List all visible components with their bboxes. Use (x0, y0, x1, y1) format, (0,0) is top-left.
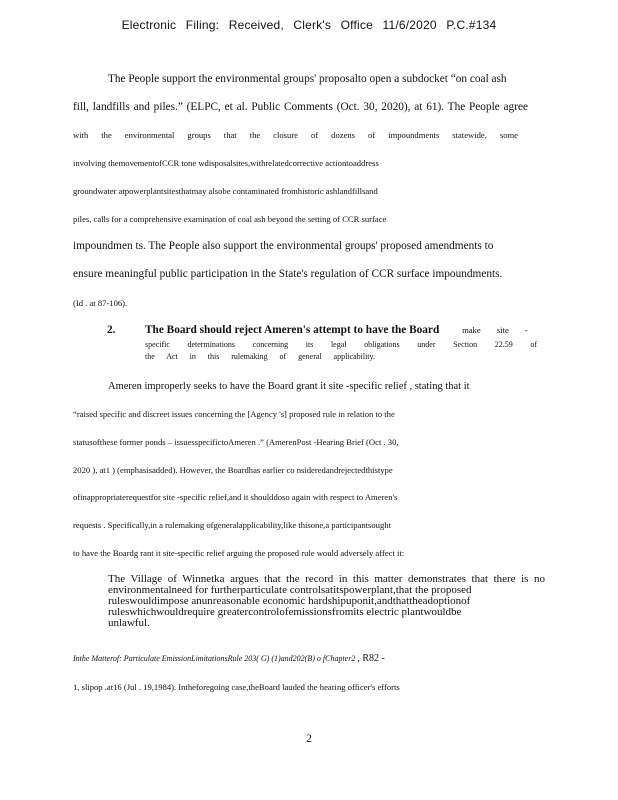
body-line-5: groundwater atpowerplantsitesthatmay alsobe contaminated fromhistoric ashlandfillsand (73, 186, 378, 196)
citation-line (73, 652, 528, 666)
para2-line-7: to have the Boardg rant it site-specific relief arguing the proposed rule would adversely affect it: (73, 548, 405, 558)
heading-subline-2: the Act in this rulemaking of general applicability. (145, 352, 375, 361)
block-quote-line-4: ruleswhichwouldrequire greatercontrolofemissionsfromits electric plantwouldbe (108, 606, 462, 618)
filing-stamp-header: Electronic Filing: Received, Clerk's Office 11/6/2020 P.C.#134 (121, 18, 497, 32)
heading-rest-text: make site - (462, 325, 528, 335)
body-line-6: piles, calls for a comprehensive examination of coal ash beyond the setting of CCR surface (73, 214, 387, 224)
body-line-3: with the environmental groups that the closure of dozens of impoundments statewide, some (73, 130, 518, 140)
section-heading (107, 323, 537, 337)
heading-bold-text: The Board should reject Ameren's attempt to have the Board (145, 324, 440, 336)
block-quote-line-3: ruleswouldimpose anunreasonable economic hardshipuponit,andthattheadoptionof (108, 595, 471, 607)
para2-line-1: Ameren improperly seeks to have the Board grant it site -specific relief , stating that it (108, 381, 470, 392)
body-line-8: ensure meaningful public participation in the State's regulation of CCR surface impoundments. (73, 268, 503, 280)
para2-line-4: 2020 ), at1 ) (emphasisadded). However, the Boardhas earlier co nsideredandrejectedthistype (73, 465, 393, 475)
final-body-line: 1, slipop .at16 (Jul . 19,1984). Intheforegoing case,theBoard lauded the hearing officer's efforts (73, 682, 400, 692)
para2-line-5: ofinappropriaterequestfor site -specific relief,and it shoulddоso again with respect to Ameren's (73, 492, 398, 502)
body-line-2: fill, landfills and piles.” (ELPC, et al. Public Comments (Oct. 30, 2020), at 61). The People agree (73, 101, 528, 113)
body-line-9: (Id . at 87-106). (73, 298, 128, 308)
heading-number: 2. (107, 324, 116, 336)
citation-case-name: Inthe Matterof: Particulate EmissionLimitationsRule 203( G) (1)and202(B) o fChapter2 (73, 654, 356, 663)
body-line-1: The People support the environmental groups' proposalto open a subdocket “on coal ash (108, 73, 507, 85)
para2-line-6: requests . Specifically,in a rulemaking ofgeneralapplicability,like thisone,a participantsought (73, 520, 391, 530)
para2-line-2: “raised specific and discreet issues concerning the [Agency 's] proposed rule in relation to the (73, 409, 395, 419)
block-quote-line-5: unlawful. (108, 617, 150, 629)
block-quote-line-2: environmentalneed for furtherparticulate controlsatitspowerplant,that the proposed (108, 584, 472, 596)
citation-docket: , R82 - (357, 653, 385, 664)
page-number: 2 (306, 733, 312, 745)
block-quote-line-1: The Village of Winnetka argues that the record in this matter demonstrates that there is no (108, 573, 545, 585)
para2-line-3: statusofthese former ponds – issuesspecifictoAmeren .” (AmerenPost -Hearing Brief (Oct . 30, (73, 437, 399, 447)
heading-subline-1: specific determinations concerning its legal obligations under Section 22.59 of (145, 340, 537, 349)
body-line-4: involving themovementofCCR tone wdisposalsites,withrelatedcorrective actiontoaddress (73, 158, 379, 168)
body-line-7: impoundmen ts. The People also support the environmental groups' proposed amendments to (73, 240, 494, 252)
